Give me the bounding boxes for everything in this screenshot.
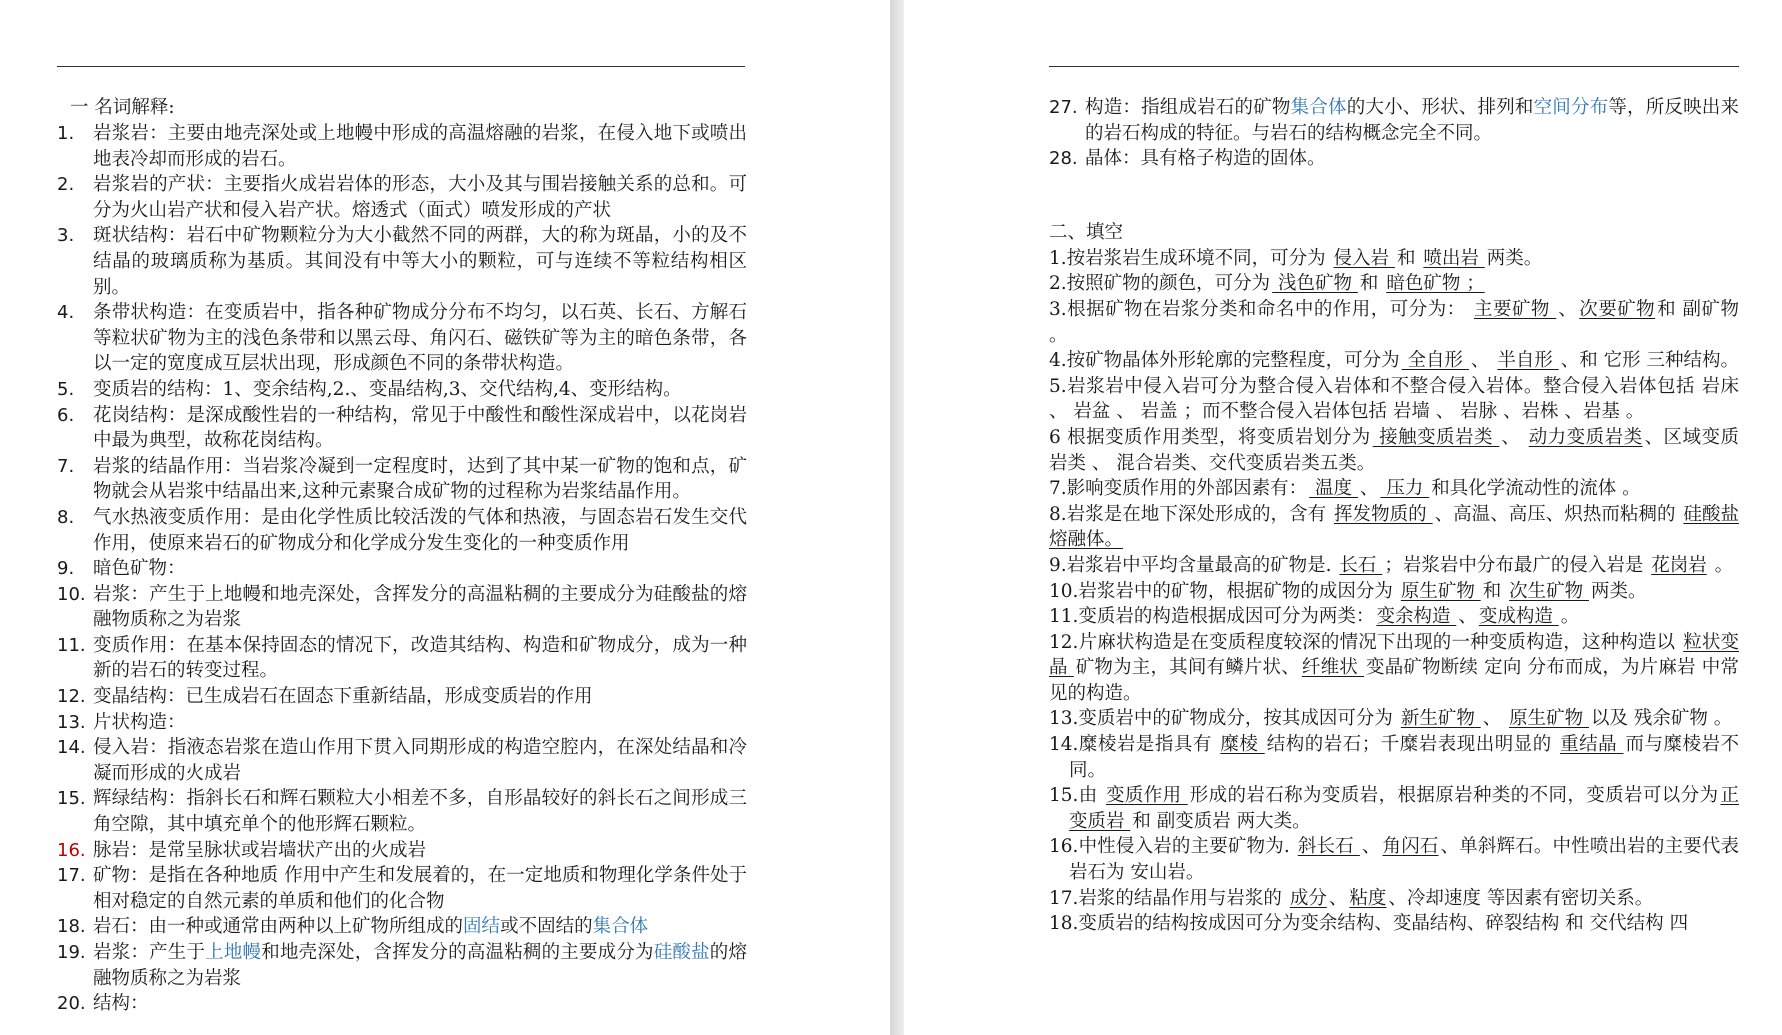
term: 变晶结构 — [93, 686, 168, 708]
item-number: 2. — [57, 174, 75, 196]
answer-blank: 糜棱 — [1220, 734, 1265, 756]
term: 岩浆 — [93, 942, 131, 963]
answer-blank: 重结晶 — [1560, 734, 1624, 756]
definition-text — [93, 121, 747, 172]
item-number: 20. — [57, 993, 86, 1015]
definition-body: 指液态岩浆在造山作用下贯入同期形成的构造空腔内，在深处结晶和冷凝而形成的火成岩 — [93, 737, 747, 784]
question-text: 两类。 — [1486, 247, 1543, 269]
definition-item — [57, 377, 747, 403]
answer-blank: 半自形 — [1497, 350, 1559, 372]
term-separator: ： — [186, 302, 206, 324]
question-text: 16.中性侵入岩的主要矿物为. — [1049, 836, 1296, 858]
fill-blank-item — [1049, 732, 1739, 783]
question-text: 、冷却速度 等因素有密切关系。 — [1388, 887, 1654, 909]
definitions-continued — [1049, 95, 1739, 172]
term-separator: ： — [167, 686, 186, 708]
fill-blank-item — [1049, 271, 1739, 297]
definition-text — [93, 172, 747, 223]
fill-blank-list — [1049, 246, 1739, 937]
fill-blank-item — [1049, 348, 1739, 374]
definition-text — [93, 223, 747, 300]
definition-body: 产生于 — [149, 942, 206, 963]
item-number: 15. — [57, 788, 86, 810]
term: 岩浆岩的产状 — [93, 174, 206, 196]
term-separator: ： — [130, 583, 150, 605]
answer-blank: 角闪石 — [1382, 836, 1439, 858]
header-rule — [57, 66, 745, 67]
item-number: 17. — [57, 865, 86, 887]
answer-blank: 粘度 — [1349, 887, 1387, 909]
highlight-text: 集合体 — [592, 916, 649, 938]
fill-blank-item — [1049, 834, 1739, 885]
definition-text — [93, 377, 747, 403]
definition-body: 具有格子构造的固体。 — [1140, 148, 1326, 170]
term-separator: ： — [1122, 148, 1141, 170]
question-text: 14.糜棱岩是指具有 — [1049, 734, 1219, 756]
question-text: 10.岩浆岩中的矿物，根据矿物的成因分为 — [1049, 580, 1399, 602]
question-text: 11.变质岩的构造根据成因可分为两类： — [1049, 606, 1375, 628]
item-number: 5. — [57, 378, 75, 400]
definition-item — [57, 300, 747, 377]
fill-blank-item — [1049, 246, 1739, 272]
question-text: 5.岩浆岩中侵入岩可分为整合侵入岩体和不整合侵入岩体。整合侵入岩体包括 岩床 、 岩盆 、 岩盖 ；而不整合侵入岩体包括 岩墙 、 岩脉 、岩株 、岩基 。 — [1049, 375, 1739, 423]
answer-blank: 主要矿物 — [1474, 298, 1557, 320]
definition-text — [93, 582, 747, 633]
definition-body: 指组成岩石的矿物 — [1141, 97, 1291, 118]
term-separator: ： — [130, 839, 149, 861]
definition-item — [57, 863, 747, 914]
term: 斑状结构 — [93, 225, 168, 247]
term-separator: ： — [167, 634, 187, 656]
question-text: 、 — [1501, 426, 1527, 448]
question-text: 、单斜辉石。中性喷出岩的主要代表岩石为 安山岩。 — [1069, 836, 1739, 884]
fill-in-section — [1049, 95, 1739, 937]
answer-blank: 变余构造 — [1376, 606, 1457, 628]
document-page-right — [904, 0, 1782, 1035]
definition-body: 在变质岩中，指各种矿物成分分布不均匀，以石英、长石、方解石等粒状矿物为主的浅色条带和以黑云母、角闪石、磁铁矿等为主的暗色条带，各以一定的宽度成互层状出现，形成颜色不同的条带状构造。 — [93, 302, 747, 375]
answer-blank: 原生矿物 — [1400, 580, 1481, 602]
answer-blank: 原生矿物 — [1509, 708, 1589, 730]
term: 条带状构造 — [93, 302, 187, 324]
term: 变质作用 — [93, 634, 168, 656]
definition-item — [57, 582, 747, 633]
question-text: 7.影响变质作用的外部因素有： — [1049, 478, 1308, 500]
definition-text — [93, 300, 747, 377]
fill-blank-item — [1049, 297, 1739, 348]
definition-body: 主要由地壳深处或上地幔中形成的高温熔融的岩浆，在侵入地下或喷出地表冷却而形成的岩石。 — [93, 123, 747, 170]
item-number: 3. — [57, 225, 75, 247]
section-title-fill-blank: 二、填空 — [1049, 221, 1124, 243]
term-separator: ： — [167, 558, 186, 580]
question-text: 1.按岩浆岩生成环境不同，可分为 — [1049, 247, 1332, 269]
item-number: 19. — [57, 942, 86, 963]
definition-text — [93, 914, 747, 940]
term: 晶体 — [1085, 148, 1123, 170]
definition-item — [57, 121, 747, 172]
definition-body: 主要指火成岩岩体的形态，大小及其与围岩接触关系的总和。可分为火山岩产状和侵入岩产状。熔透式（面式）喷发形成的产状 — [93, 174, 747, 221]
question-text: 4.按矿物晶体外形轮廓的完整程度，可分为 — [1049, 350, 1400, 372]
question-text: 12.片麻状构造是在变质程度较深的情况下出现的一种变质构造，这种构造以 — [1049, 631, 1682, 653]
fill-blank-item — [1049, 476, 1739, 502]
question-text: 2.按照矿物的颜色，可分为 — [1049, 273, 1271, 295]
term-separator: ： — [1122, 97, 1142, 118]
item-number: 8. — [57, 506, 75, 528]
term: 岩浆岩 — [93, 123, 150, 144]
answer-blank: 斜长石 — [1297, 836, 1360, 858]
question-text: 结构的岩石；千糜岩表现出明显的 — [1266, 734, 1559, 756]
question-text: 13.变质岩中的矿物成分，按其成因可分为 — [1049, 708, 1399, 730]
answer-blank: 接触变质岩类 — [1372, 426, 1500, 448]
term-separator: ： — [130, 993, 149, 1015]
answer-blank: 新生矿物 — [1400, 708, 1481, 730]
question-text: 3.根据矿物在岩浆分类和命名中的作用，可分为： — [1049, 298, 1472, 320]
definition-body: 岩石中矿物颗粒分为大小截然不同的两群，大的称为斑晶，小的及不结晶的玻璃质称为基质。其间没有中等大小的颗粒，可与连续不等粒结构相区别。 — [93, 225, 747, 298]
item-number: 16. — [57, 839, 86, 861]
question-text: 、区域变质岩类 、 混合岩类、交代变质岩类五类。 — [1049, 426, 1739, 474]
term-separator: ： — [130, 865, 149, 887]
question-text: 以及 残余矿物 。 — [1590, 708, 1733, 730]
definition-item — [57, 172, 747, 223]
fill-blank-item — [1049, 502, 1739, 553]
answer-blank: 成分 — [1289, 887, 1327, 909]
question-text: 。 — [1708, 554, 1734, 576]
highlight-text: 硅酸盐 — [653, 942, 710, 963]
item-number: 12. — [57, 686, 86, 708]
question-text: 两类。 — [1590, 580, 1647, 602]
definition-text — [93, 454, 747, 505]
question-text: 变晶矿物断续 定向 分布而成，为片麻岩 中常见的构造。 — [1049, 657, 1739, 704]
term: 侵入岩 — [93, 737, 150, 759]
fill-blank-item — [1049, 630, 1739, 707]
answer-blank: 花岗岩 — [1651, 554, 1707, 576]
section-title-definitions: 一 名词解释: — [70, 97, 175, 118]
definition-text — [93, 863, 747, 914]
definition-body: 是常呈脉状或岩墙状产出的火成岩 — [148, 839, 427, 861]
definition-body: 产生于上地幔和地壳深处，含挥发分的高温粘稠的主要成分为硅酸盐的熔融物质称之为岩浆 — [93, 583, 747, 631]
term-separator: ： — [167, 225, 187, 247]
highlight-text: 集合体 — [1290, 97, 1347, 118]
page-gutter — [890, 0, 904, 1035]
definition-item — [57, 914, 747, 940]
question-text: 8.岩浆是在地下深处形成的，含有 — [1049, 503, 1333, 525]
term-separator: ： — [205, 174, 224, 196]
question-text: 和 副变质岩 两大类。 — [1132, 810, 1311, 832]
fill-blank-item — [1049, 553, 1739, 579]
item-number: 7. — [57, 455, 75, 477]
definition-body: 是由化学性质比较活泼的气体和热液，与固态岩石发生交代作用，使原来岩石的矿物成分和化学成分发生变化的一种变质作用 — [93, 506, 747, 554]
term-separator: ： — [167, 404, 187, 426]
answer-blank: 变质作用 — [1105, 785, 1188, 807]
fill-blank-item — [1049, 911, 1739, 937]
question-text: 6 根据变质作用类型，将变质岩划分为 — [1049, 426, 1371, 448]
item-number: 18. — [57, 916, 86, 938]
question-text: 和 — [1396, 247, 1422, 269]
highlight-text: 固结 — [463, 916, 501, 938]
definition-item — [57, 633, 747, 684]
definition-body: 等，所反映出来的岩石构成的特征。与岩石的结构概念完全不同。 — [1085, 97, 1739, 144]
term: 气水热液变质作用 — [93, 506, 243, 528]
definition-item — [57, 838, 747, 864]
question-text: 、 — [1458, 606, 1477, 628]
answer-blank: 挥发物质的 — [1334, 503, 1433, 525]
question-text: 、 — [1470, 350, 1496, 372]
fill-blank-item — [1049, 425, 1739, 476]
definition-item — [57, 505, 747, 556]
question-text: 形成的岩石称为变质岩，根据原岩种类的不同，变质岩可以分为 — [1189, 785, 1719, 807]
definition-item — [1049, 146, 1739, 172]
answer-blank: 暗色矿物 ； — [1386, 273, 1485, 295]
term: 岩浆 — [93, 583, 131, 605]
question-text: 和 副矿物 。 — [1049, 298, 1739, 346]
definition-text — [93, 403, 747, 454]
term-separator: ： — [204, 378, 223, 400]
answer-blank: 长石 — [1339, 554, 1383, 576]
definitions-section — [57, 95, 747, 1017]
question-text: 、和 它形 三种结构。 — [1560, 350, 1739, 372]
definition-body: 的大小、形状、排列和 — [1346, 97, 1534, 118]
answer-blank: 硅酸盐熔融体。 — [1049, 503, 1739, 551]
question-text: 、 — [1361, 836, 1381, 858]
definition-text — [93, 991, 747, 1017]
term: 辉绿结构 — [93, 788, 168, 810]
definition-item — [57, 786, 747, 837]
question-text: 和 — [1482, 580, 1508, 602]
answer-blank: 全自形 — [1401, 350, 1469, 372]
item-number: 27. — [1049, 97, 1078, 118]
definition-text — [93, 684, 747, 710]
definition-body: 和地壳深处，含挥发分的高温粘稠的主要成分为 — [261, 942, 654, 963]
question-text: 和具化学流动性的流体 。 — [1431, 478, 1641, 500]
question-text: 、 — [1558, 298, 1578, 320]
definition-item — [57, 940, 747, 991]
answer-blank: 浅色矿物 — [1272, 273, 1358, 295]
definition-body: 的熔融物质称之为岩浆 — [93, 942, 747, 989]
term-separator: ： — [130, 916, 149, 938]
answer-blank: 温度 — [1309, 478, 1358, 500]
term: 构造 — [1085, 97, 1123, 118]
item-number: 28. — [1049, 148, 1078, 170]
definition-item — [57, 556, 747, 582]
answer-blank: 粒状变晶 — [1049, 631, 1739, 679]
definition-item — [57, 454, 747, 505]
term: 片状构造 — [93, 711, 168, 733]
definition-text — [93, 633, 747, 684]
question-text: 18.变质岩的结构按成因可分为变余结构、变晶结构、碎裂结构 和 交代结构 四 — [1049, 913, 1689, 935]
fill-blank-item — [1049, 783, 1739, 834]
definition-text — [93, 786, 747, 837]
term-separator: ： — [223, 455, 243, 477]
fill-blank-item — [1049, 886, 1739, 912]
definition-body: 已生成岩石在固态下重新结晶，形成变质岩的作用 — [185, 686, 593, 708]
definition-item — [57, 710, 747, 736]
definition-body: 是指在各种地质 作用中产生和发展着的，在一定地质和物理化学条件处于相对稳定的自然元素的单质和他们的化合物 — [93, 865, 747, 912]
term: 矿物 — [93, 865, 131, 887]
answer-blank: 侵入岩 — [1333, 247, 1395, 269]
definition-body: 当岩浆冷凝到一定程度时，达到了其中某一矿物的饱和点，矿物就会从岩浆中结晶出来,这种元素聚合成矿物的过程称为岩浆结晶作用。 — [93, 455, 747, 503]
term: 结构 — [93, 993, 131, 1015]
definition-item — [57, 403, 747, 454]
definition-text — [93, 838, 747, 864]
answer-blank: 正变质岩 — [1069, 785, 1739, 832]
definition-text — [93, 735, 747, 786]
fill-blank-item — [1049, 706, 1739, 732]
definition-text — [1085, 146, 1739, 172]
definition-body: 是深成酸性岩的一种结构，常见于中酸性和酸性深成岩中，以花岗岩中最为典型，故称花岗结构。 — [93, 404, 747, 452]
item-number: 6. — [57, 404, 75, 426]
definition-body: 或不固结的 — [500, 916, 593, 938]
definition-text — [93, 710, 747, 736]
definition-text — [93, 505, 747, 556]
highlight-text: 空间分布 — [1533, 97, 1609, 118]
question-text: 矿物为主，其间有鳞片状、 — [1075, 657, 1300, 679]
item-number: 14. — [57, 737, 86, 759]
item-number: 13. — [57, 711, 86, 733]
question-text: 和 — [1359, 273, 1385, 295]
term-separator: ： — [167, 788, 187, 810]
question-text: 。 — [1560, 606, 1580, 628]
term: 变质岩的结构 — [93, 378, 205, 400]
answer-blank: 纤维状 — [1301, 657, 1365, 679]
answer-blank: 喷出岩 — [1423, 247, 1485, 269]
term: 暗色矿物 — [93, 558, 168, 580]
question-text: 、 — [1359, 478, 1379, 500]
item-number: 9. — [57, 558, 75, 580]
item-number: 1. — [57, 123, 75, 144]
answer-blank: 次要矿物 — [1579, 298, 1656, 320]
answer-blank: 次生矿物 — [1509, 580, 1589, 602]
term: 岩浆的结晶作用 — [93, 455, 224, 477]
item-number: 4. — [57, 302, 75, 324]
definition-body: 在基本保持固态的情况下，改造其结构、构造和矿物成分，成为一种新的岩石的转变过程。 — [93, 634, 747, 682]
document-page-left — [0, 0, 890, 1035]
definition-text — [1085, 95, 1739, 146]
question-text: 9.岩浆岩中平均含量最高的矿物是. — [1049, 554, 1338, 576]
header-rule — [1049, 66, 1739, 67]
fill-blank-item — [1049, 604, 1739, 630]
item-number: 10. — [57, 583, 86, 605]
fill-blank-item — [1049, 374, 1739, 425]
definition-item — [1049, 95, 1739, 146]
question-text: 、 — [1328, 887, 1348, 909]
answer-blank: 动力变质岩类 — [1528, 426, 1643, 448]
question-text: ；岩浆岩中分布最广的侵入岩是 — [1384, 554, 1650, 576]
term: 花岗结构 — [93, 404, 168, 426]
definition-item — [57, 735, 747, 786]
definition-text — [93, 940, 747, 991]
fill-blank-item — [1049, 579, 1739, 605]
term: 脉岩 — [93, 839, 131, 861]
question-text: 、高温、高压、炽热而粘稠的 — [1434, 503, 1682, 525]
term-separator: ： — [130, 942, 150, 963]
question-text: 15.由 — [1049, 785, 1104, 807]
question-text: 、 — [1482, 708, 1508, 730]
definition-item — [57, 684, 747, 710]
answer-blank: 压力 — [1380, 478, 1430, 500]
definition-item — [57, 223, 747, 300]
answer-blank: 变成构造 — [1478, 606, 1559, 628]
definition-text — [93, 556, 747, 582]
term-separator: ： — [167, 711, 186, 733]
highlight-text: 上地幔 — [205, 942, 262, 963]
question-text: 而与糜棱岩不同。 — [1069, 734, 1739, 781]
definition-body: 指斜长石和辉石颗粒大小相差不多，自形晶较好的斜长石之间形成三角空隙，其中填充单个的他形辉石颗粒。 — [93, 788, 747, 836]
term: 岩石 — [93, 916, 131, 938]
item-number: 11. — [57, 634, 86, 656]
question-text: 17.岩浆的结晶作用与岩浆的 — [1049, 887, 1288, 909]
definition-body: 1、变余结构,2.、变晶结构,3、交代结构,4、变形结构。 — [222, 378, 682, 400]
term-separator: ： — [149, 737, 168, 759]
definition-body: 由一种或通常由两种以上矿物所组成的 — [148, 916, 464, 938]
definition-item — [57, 991, 747, 1017]
term-separator: ： — [149, 123, 168, 144]
term-separator: ： — [242, 506, 262, 528]
